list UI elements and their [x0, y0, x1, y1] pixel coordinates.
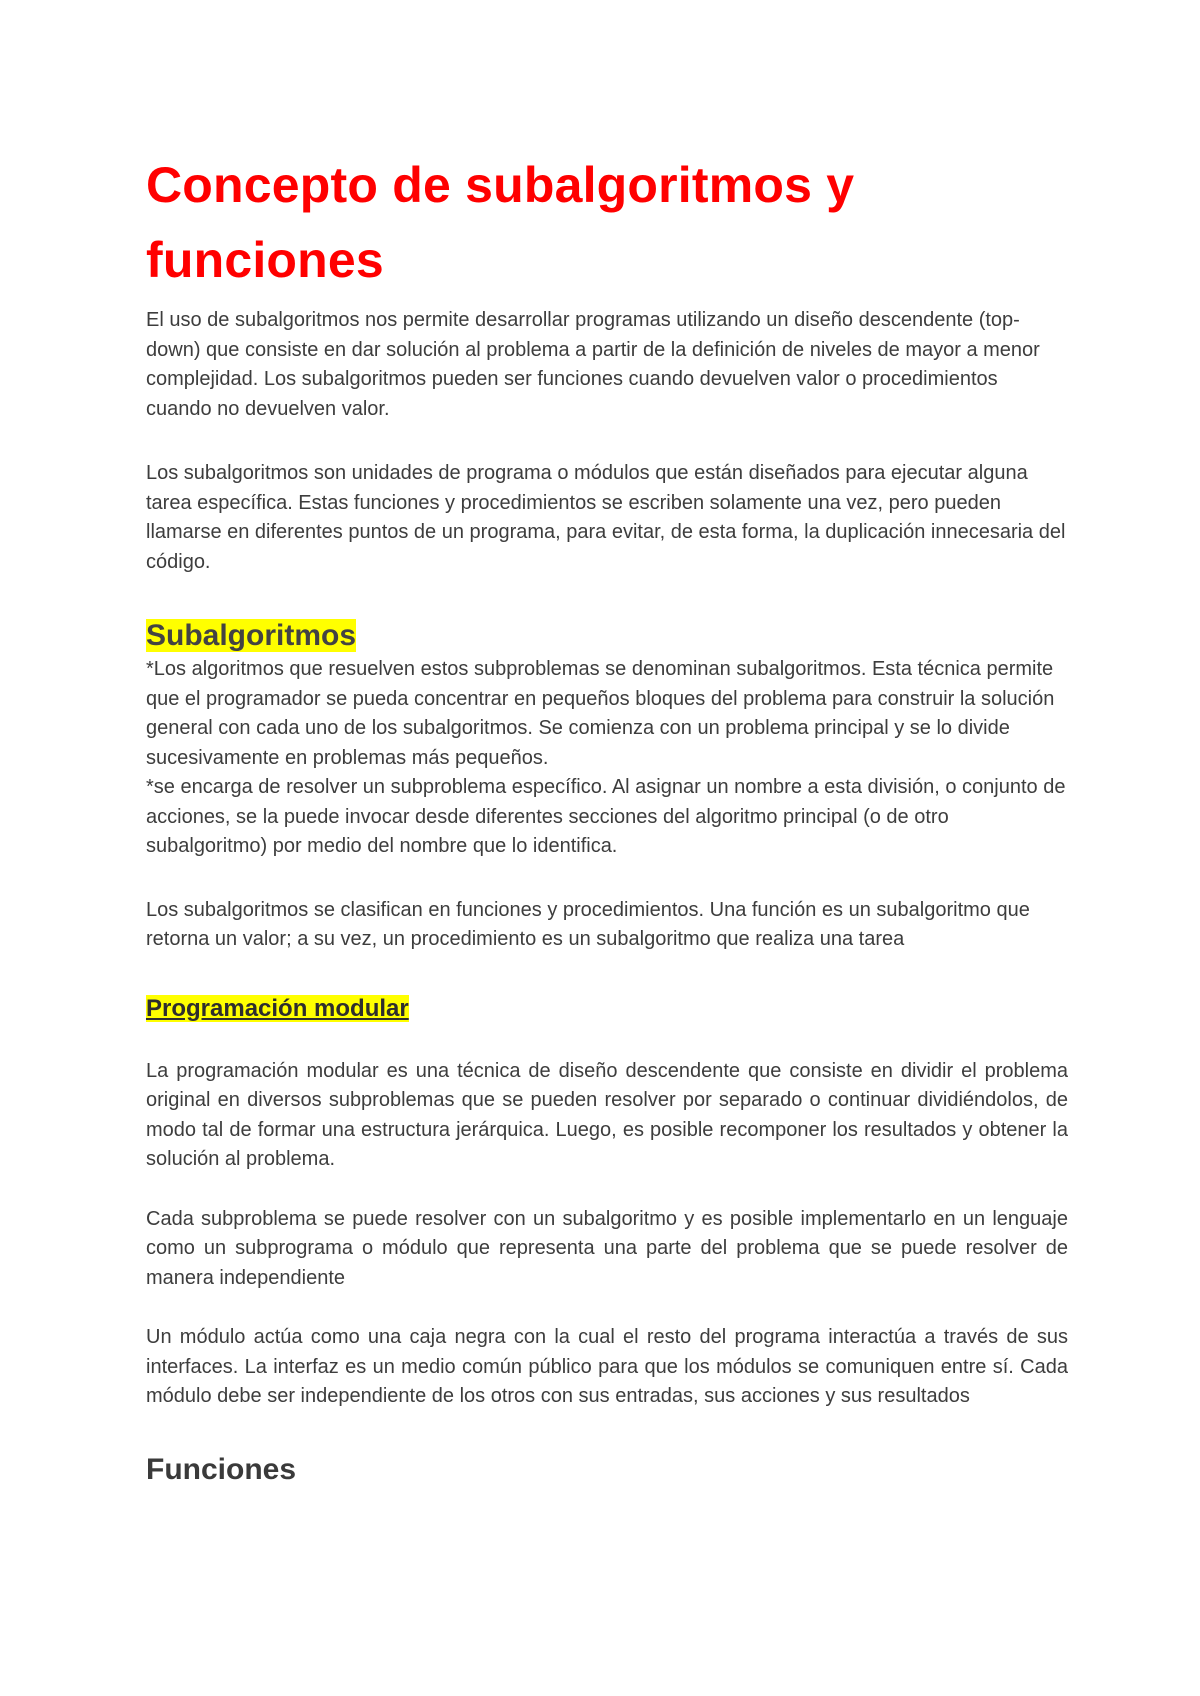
programacion-modular-paragraph-3: Un módulo actúa como una caja negra con la cual el resto del programa interactúa a través de sus interfaces. La interfaz es un medio común público para que los módulos se comuniquen entre sí. Cada módulo debe ser independiente de los otros con sus entradas, sus acciones y sus resultados [146, 1326, 1068, 1407]
programacion-modular-paragraph-2: Cada subproblema se puede resolver con un subalgoritmo y es posible implementarlo en un lenguaje como un subprograma o módulo que representa una parte del problema que se puede resolver de manera independiente [146, 1207, 1068, 1289]
intro-paragraph-1: El uso de subalgoritmos nos permite desarrollar programas utilizando un diseño descendente (top-down) que consiste en dar solución al problema a partir de la definición de niveles de mayor a menor complejidad. Los subalgoritmos pueden ser funciones cuando devuelven valor o procedimientos cuando no devuelven valor. [146, 309, 1040, 420]
programacion-modular-heading-text: Programación modular [146, 994, 409, 1022]
subalgoritmos-item-2: *se encarga de resolver un subproblema específico. Al asignar un nombre a esta división, o conjunto de acciones, se la puede invocar desde diferentes secciones del algoritmo principal (o de otro subalgoritmo) por medio del nombre que lo identifica. [146, 776, 1066, 857]
programacion-modular-heading [146, 993, 1068, 1025]
subalgoritmos-heading [146, 617, 1068, 655]
subalgoritmos-clasificacion: Los subalgoritmos se clasifican en funciones y procedimientos. Una función es un subalgoritmo que retorna un valor; a su vez, un procedimiento es un subalgoritmo que realiza una tarea [146, 898, 1030, 950]
document-title: Concepto de subalgoritmos y funciones [146, 157, 855, 288]
funciones-heading: Funciones [146, 1452, 297, 1486]
programacion-modular-paragraph-1: La programación modular es una técnica de diseño descendente que consiste en dividir el problema original en diversos subproblemas que se pueden resolver por separado o continuar dividiéndolos, de modo tal de formar una estructura jerárquica. Luego, es posible recomponer los resultados y obtener la solución al problema. [146, 1059, 1068, 1170]
subalgoritmos-heading-text: Subalgoritmos [146, 619, 357, 652]
intro-paragraph-2: Los subalgoritmos son unidades de programa o módulos que están diseñados para ejecutar alguna tarea específica. Estas funciones y procedimientos se escriben solamente una vez, pero pueden llamarse en diferentes puntos de un programa, para evitar, de esta forma, la duplicación innecesaria del código. [146, 462, 1066, 573]
subalgoritmos-item-1: *Los algoritmos que resuelven estos subproblemas se denominan subalgoritmos. Esta técnica permite que el programador se pueda concentrar en pequeños bloques del problema para construir la solución general con cada uno de los subalgoritmos. Se comienza con un problema principal y se lo divide sucesivamente en problemas más pequeños. [146, 658, 1055, 769]
document-page [146, 148, 1068, 1490]
